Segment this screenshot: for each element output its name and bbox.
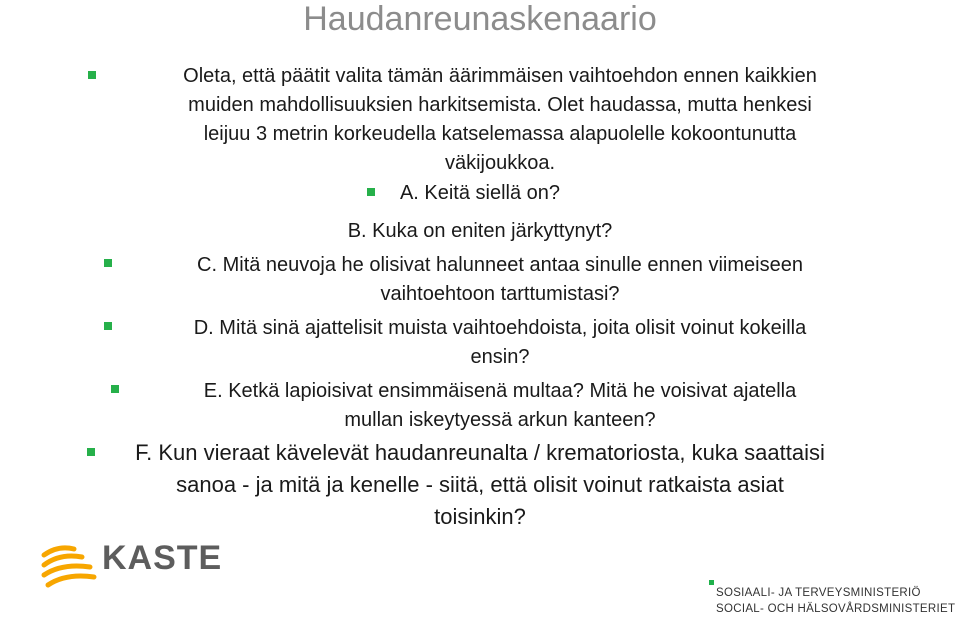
bullet-icon	[87, 448, 95, 456]
text-line: A. Keitä siellä on?	[399, 182, 561, 204]
kaste-logo-icon	[40, 541, 100, 591]
question-e	[130, 377, 870, 435]
ministry-name-fi: SOSIAALI- JA TERVEYSMINISTERIÖ	[716, 587, 921, 599]
text-line: toisinkin?	[434, 504, 526, 529]
question-c	[120, 251, 880, 309]
question-a	[380, 179, 580, 208]
bullet-icon	[367, 188, 375, 196]
ministry-logo-icon	[709, 580, 714, 585]
text-line: mullan iskeytyessä arkun kanteen?	[344, 409, 656, 431]
text-line: väkijoukkoa.	[444, 152, 556, 174]
bullet-icon	[104, 322, 112, 330]
kaste-logo-text: KASTE	[102, 539, 223, 577]
question-b	[310, 217, 650, 246]
text-line: vaihtoehtoon tarttumistasi?	[380, 283, 620, 305]
slide-title: Haudanreunaskenaario	[303, 0, 657, 38]
text-line: ensin?	[470, 346, 530, 368]
text-line: C. Mitä neuvoja he olisivat halunneet antaa sinulle ennen viimeiseen	[197, 254, 803, 276]
bullet-icon	[104, 259, 112, 267]
ministry-name-sv: SOCIAL- OCH HÄLSOVÅRDSMINISTERIET	[716, 603, 956, 615]
question-d	[120, 314, 880, 372]
text-line: muiden mahdollisuuksien harkitsemista. Olet haudassa, mutta henkesi	[188, 94, 812, 116]
scenario-intro	[110, 62, 890, 178]
text-line: sanoa - ja mitä ja kenelle - siitä, että olisit voinut ratkaista asiat	[176, 472, 784, 497]
text-line: E. Ketkä lapioisivat ensimmäisenä multaa? Mitä he voisivat ajatella	[203, 380, 797, 402]
text-line: leijuu 3 metrin korkeudella katselemassa alapuolelle kokoontunutta	[203, 123, 797, 145]
text-line: B. Kuka on eniten järkyttynyt?	[347, 220, 613, 242]
text-line: F. Kun vieraat kävelevät haudanreunalta / krematoriosta, kuka saattaisi	[135, 440, 825, 465]
bullet-icon	[88, 71, 96, 79]
text-line: D. Mitä sinä ajattelisit muista vaihtoehdoista, joita olisit voinut kokeilla	[193, 317, 807, 339]
question-f	[100, 437, 860, 533]
bullet-icon	[111, 385, 119, 393]
text-line: Oleta, että päätit valita tämän äärimmäisen vaihtoehdon ennen kaikkien	[183, 65, 817, 87]
